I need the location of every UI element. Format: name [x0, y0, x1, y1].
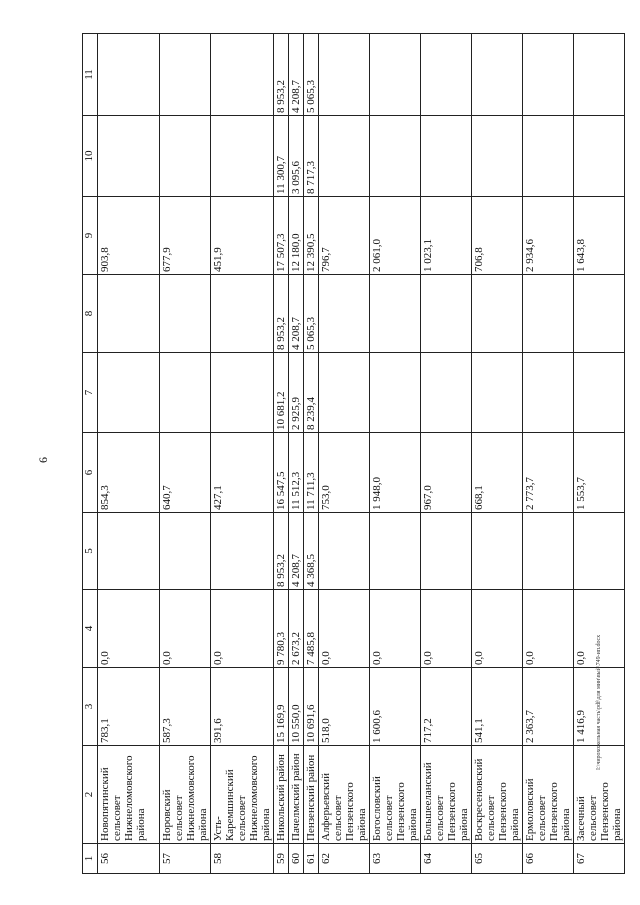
region-name-cell: Алферьевский сельсовет Пензенского района [319, 746, 370, 844]
value-cell: 0,0 [98, 590, 160, 668]
value-cell: 640,7 [160, 433, 211, 513]
value-cell: 12 180,0 [289, 197, 304, 275]
table-row [274, 34, 289, 874]
value-cell: 854,3 [98, 433, 160, 513]
value-cell [421, 353, 472, 433]
value-cell: 0,0 [574, 590, 625, 668]
value-cell: 753,0 [319, 433, 370, 513]
value-cell: 796,7 [319, 197, 370, 275]
value-cell: 587,3 [160, 668, 211, 746]
value-cell [319, 353, 370, 433]
value-cell [472, 353, 523, 433]
row-number-cell: 59 [274, 844, 289, 874]
value-cell: 706,8 [472, 197, 523, 275]
value-cell: 717,2 [421, 668, 472, 746]
value-cell: 4 368,5 [304, 513, 319, 590]
value-cell [98, 275, 160, 353]
region-name-cell: Богословский сельсовет Пензенского района [370, 746, 421, 844]
region-name-cell: Большееланский сельсовет Пензенского района [421, 746, 472, 844]
value-cell: 7 485,8 [304, 590, 319, 668]
value-cell: 2 061,0 [370, 197, 421, 275]
row-number-cell: 58 [211, 844, 274, 874]
value-cell: 1 948,0 [370, 433, 421, 513]
value-cell: 541,1 [472, 668, 523, 746]
region-name-cell: Воскресеновский сельсовет Пензенского района [472, 746, 523, 844]
value-cell: 8 953,2 [274, 34, 289, 116]
value-cell: 783,1 [98, 668, 160, 746]
table-row [211, 34, 274, 874]
row-number-cell: 65 [472, 844, 523, 874]
value-cell [421, 275, 472, 353]
table-row [472, 34, 523, 874]
value-cell: 1 600,6 [370, 668, 421, 746]
value-cell [574, 34, 625, 116]
table-row [160, 34, 211, 874]
value-cell: 11 512,3 [289, 433, 304, 513]
value-cell: 12 390,5 [304, 197, 319, 275]
region-name-cell: Норовский сельсовет Нижнеломовского района [160, 746, 211, 844]
value-cell [160, 34, 211, 116]
value-cell [370, 116, 421, 197]
value-cell: 16 547,5 [274, 433, 289, 513]
value-cell: 0,0 [472, 590, 523, 668]
value-cell [370, 513, 421, 590]
row-number-cell: 67 [574, 844, 625, 874]
value-cell [98, 34, 160, 116]
value-cell: 8 717,3 [304, 116, 319, 197]
row-number-cell: 57 [160, 844, 211, 874]
value-cell: 4 208,7 [289, 34, 304, 116]
row-number-cell: 60 [289, 844, 304, 874]
value-cell [160, 513, 211, 590]
value-cell [319, 116, 370, 197]
row-number-cell: 63 [370, 844, 421, 874]
row-number-cell: 61 [304, 844, 319, 874]
value-cell [472, 34, 523, 116]
value-cell: 1 553,7 [574, 433, 625, 513]
value-cell [211, 275, 274, 353]
value-cell [421, 34, 472, 116]
value-cell [421, 513, 472, 590]
value-cell [370, 275, 421, 353]
value-cell: 0,0 [370, 590, 421, 668]
col-header: 7 [83, 353, 98, 433]
value-cell: 1 416,9 [574, 668, 625, 746]
value-cell: 2 925,9 [289, 353, 304, 433]
value-cell: 5 065,3 [304, 34, 319, 116]
col-header: 6 [83, 433, 98, 513]
page-number: 6 [36, 457, 50, 463]
value-cell: 0,0 [211, 590, 274, 668]
row-number-cell: 62 [319, 844, 370, 874]
value-cell: 8 953,2 [274, 275, 289, 353]
value-cell: 2 673,2 [289, 590, 304, 668]
value-cell [523, 275, 574, 353]
value-cell [472, 275, 523, 353]
value-cell [574, 275, 625, 353]
col-header: 9 [83, 197, 98, 275]
value-cell [211, 513, 274, 590]
value-cell [523, 353, 574, 433]
col-header: 1 [83, 844, 98, 874]
table-row [319, 34, 370, 874]
value-cell [98, 513, 160, 590]
value-cell: 518,0 [319, 668, 370, 746]
region-name-cell: Засечный сельсовет Пензенского района [574, 746, 625, 844]
value-cell [523, 34, 574, 116]
region-name-cell: Никольский район [274, 746, 289, 844]
table-row [370, 34, 421, 874]
header-row [83, 34, 98, 874]
value-cell: 5 065,3 [304, 275, 319, 353]
value-cell: 451,9 [211, 197, 274, 275]
value-cell: 903,8 [98, 197, 160, 275]
value-cell: 2 773,7 [523, 433, 574, 513]
region-name-cell: Пензенский район [304, 746, 319, 844]
table-row [98, 34, 160, 874]
value-cell: 0,0 [319, 590, 370, 668]
value-cell [319, 275, 370, 353]
value-cell [319, 513, 370, 590]
value-cell: 391,6 [211, 668, 274, 746]
table-row [304, 34, 319, 874]
value-cell [211, 116, 274, 197]
value-cell [574, 353, 625, 433]
value-cell [421, 116, 472, 197]
footer-file-path: I:\чирохожельная часть\pdf\для мин\вый\749-ип.docx [596, 634, 602, 770]
value-cell [472, 116, 523, 197]
value-cell [98, 116, 160, 197]
region-name-cell: Новопятинский сельсовет Нижнеломовского района [98, 746, 160, 844]
value-cell: 10 550,0 [289, 668, 304, 746]
value-cell: 2 934,6 [523, 197, 574, 275]
col-header: 11 [83, 34, 98, 116]
value-cell: 677,9 [160, 197, 211, 275]
col-header: 5 [83, 513, 98, 590]
value-cell: 0,0 [160, 590, 211, 668]
row-number-cell: 56 [98, 844, 160, 874]
value-cell [472, 513, 523, 590]
value-cell [98, 353, 160, 433]
value-cell [574, 116, 625, 197]
value-cell [523, 116, 574, 197]
value-cell: 4 208,7 [289, 513, 304, 590]
value-cell: 4 208,7 [289, 275, 304, 353]
value-cell: 427,1 [211, 433, 274, 513]
region-name-cell: Усть-Каремшинский сельсовет Нижнеломовского района [211, 746, 274, 844]
col-header: 3 [83, 668, 98, 746]
value-cell: 11 300,7 [274, 116, 289, 197]
row-number-cell: 66 [523, 844, 574, 874]
value-cell [211, 34, 274, 116]
value-cell: 2 363,7 [523, 668, 574, 746]
value-cell [370, 353, 421, 433]
table-row [421, 34, 472, 874]
table-row [523, 34, 574, 874]
value-cell: 10 681,2 [274, 353, 289, 433]
budget-table [82, 33, 625, 874]
value-cell [160, 116, 211, 197]
value-cell: 1 643,8 [574, 197, 625, 275]
value-cell: 9 780,3 [274, 590, 289, 668]
region-name-cell: Пачелмский район [289, 746, 304, 844]
value-cell: 10 691,6 [304, 668, 319, 746]
value-cell [211, 353, 274, 433]
col-header: 8 [83, 275, 98, 353]
value-cell [160, 353, 211, 433]
region-name-cell: Ермоловский сельсовет Пензенского района [523, 746, 574, 844]
value-cell: 17 507,3 [274, 197, 289, 275]
value-cell [160, 275, 211, 353]
value-cell: 3 095,6 [289, 116, 304, 197]
row-number-cell: 64 [421, 844, 472, 874]
value-cell: 11 711,3 [304, 433, 319, 513]
value-cell: 0,0 [421, 590, 472, 668]
col-header: 10 [83, 116, 98, 197]
value-cell: 668,1 [472, 433, 523, 513]
col-header: 2 [83, 746, 98, 844]
value-cell [319, 34, 370, 116]
value-cell: 967,0 [421, 433, 472, 513]
value-cell [370, 34, 421, 116]
value-cell: 15 169,9 [274, 668, 289, 746]
value-cell [523, 513, 574, 590]
value-cell: 1 023,1 [421, 197, 472, 275]
value-cell: 0,0 [523, 590, 574, 668]
value-cell: 8 239,4 [304, 353, 319, 433]
table-row [289, 34, 304, 874]
value-cell: 8 953,2 [274, 513, 289, 590]
col-header: 4 [83, 590, 98, 668]
